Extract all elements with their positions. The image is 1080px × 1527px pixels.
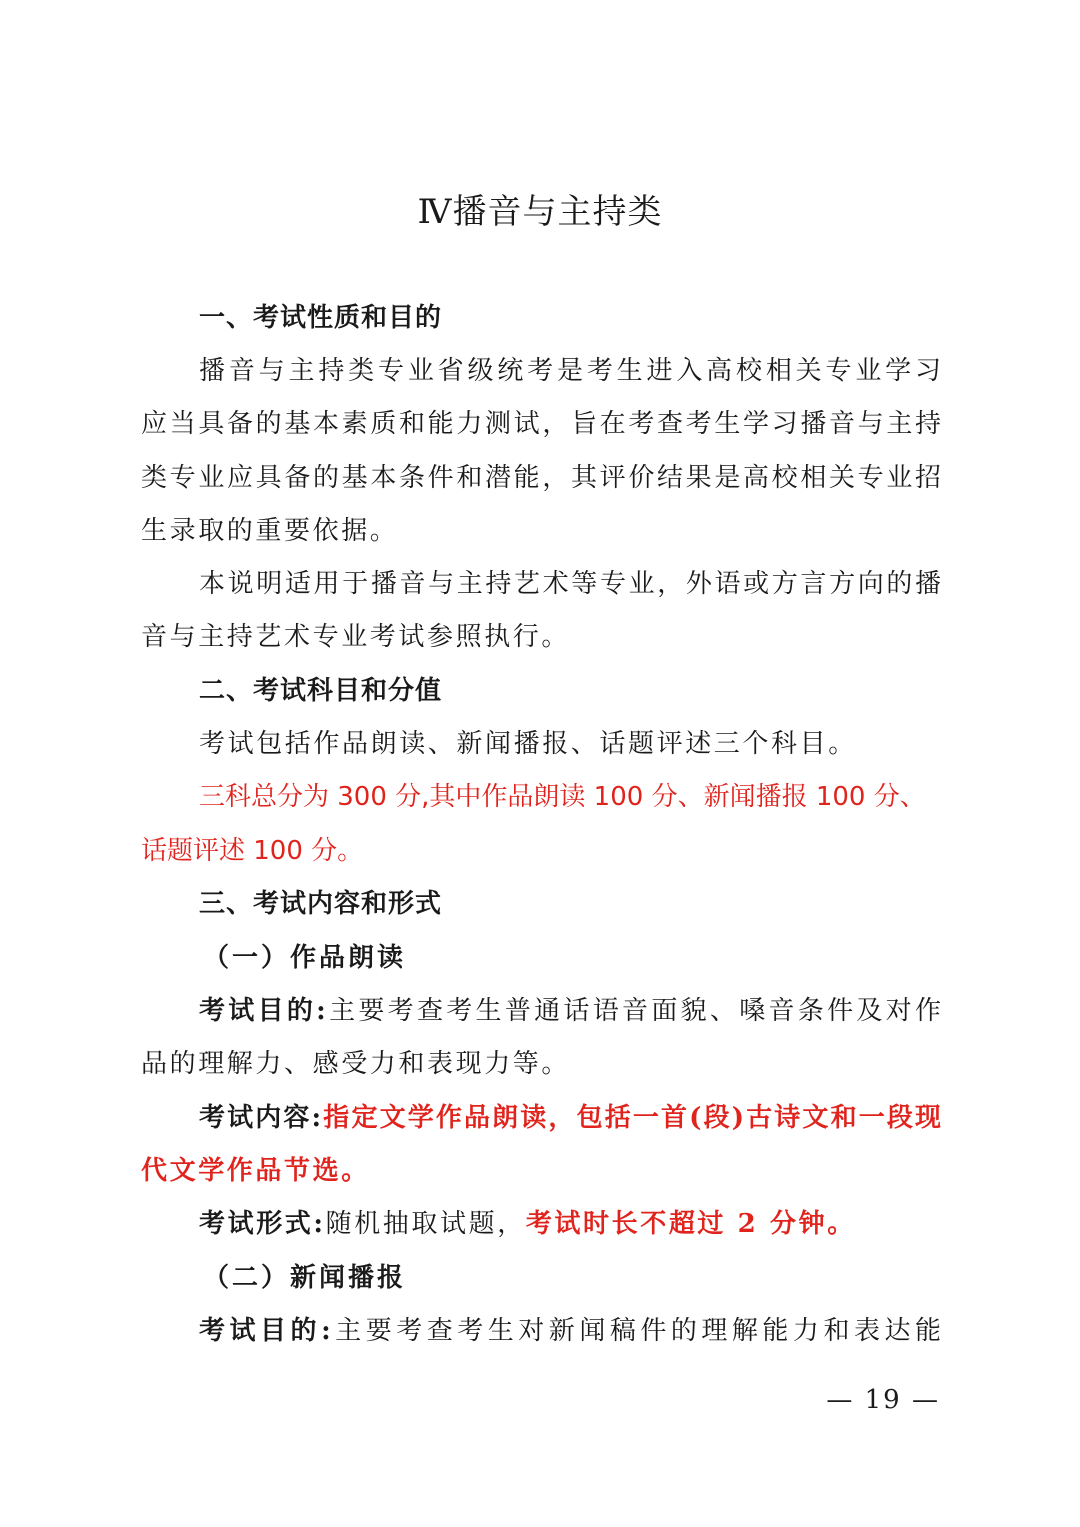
sub1-form-red-text: 考试时长不超过 2 分钟。 [525, 1209, 856, 1239]
sub1-form-label: 考试形式: [199, 1209, 326, 1239]
s1-paragraph-2-line-1: 本说明适用于播音与主持艺术等专业，外语或方言方向的播 [199, 569, 941, 599]
s1-paragraph-1-line-2: 应当具备的基本素质和能力测试，旨在考查考生学习播音与主持 [141, 409, 941, 439]
sub1-purpose-label: 考试目的: [199, 996, 326, 1026]
sub1-purpose-text: 主要考查考生普通话语音面貌、嗓音条件及对作 [325, 996, 941, 1026]
sub1-content-line-1 [141, 1098, 941, 1138]
page-number: — 19 — [826, 1385, 940, 1415]
sub1-purpose-line-2: 品的理解力、感受力和表现力等。 [141, 1049, 571, 1079]
sub1-content-label: 考试内容: [199, 1103, 322, 1133]
sub1-form-text: 随机抽取试题， [325, 1209, 526, 1239]
section-1-heading: 一、考试性质和目的 [199, 303, 443, 333]
sub1-content-line-2: 代文学作品节选。 [141, 1156, 370, 1186]
sub2-purpose-label: 考试目的: [199, 1316, 331, 1346]
section-2-heading: 二、考试科目和分值 [199, 676, 443, 706]
s1-paragraph-1-line-3: 类专业应具备的基本条件和潜能，其评价结果是高校相关专业招 [141, 463, 941, 493]
s2-paragraph-1: 考试包括作品朗读、新闻播报、话题评述三个科目。 [199, 729, 857, 759]
s1-paragraph-1-line-1: 播音与主持类专业省级统考是考生进入高校相关专业学习 [199, 356, 941, 386]
s1-paragraph-2-line-2: 音与主持艺术专业考试参照执行。 [141, 622, 571, 652]
sub1-content-text: 指定文学作品朗读，包括一首(段)古诗文和一段现 [321, 1103, 941, 1133]
s2-red-line-2: 话题评述 100 分。 [141, 836, 364, 866]
section-3-heading: 三、考试内容和形式 [199, 889, 443, 919]
page-title: Ⅳ播音与主持类 [417, 192, 663, 232]
sub1-purpose-line-1 [141, 991, 941, 1031]
s2-red-line-1: 三科总分为 300 分,其中作品朗读 100 分、新闻播报 100 分、 [199, 782, 926, 812]
sub2-purpose-line-1 [141, 1311, 941, 1351]
subsection-2-heading: （二）新闻播报 [203, 1263, 407, 1293]
subsection-1-heading: （一）作品朗读 [203, 943, 407, 973]
sub2-purpose-text: 主要考查考生对新闻稿件的理解能力和表达能 [330, 1316, 941, 1346]
sub1-form-line [141, 1204, 941, 1244]
s1-paragraph-1-line-4: 生录取的重要依据。 [141, 516, 399, 546]
